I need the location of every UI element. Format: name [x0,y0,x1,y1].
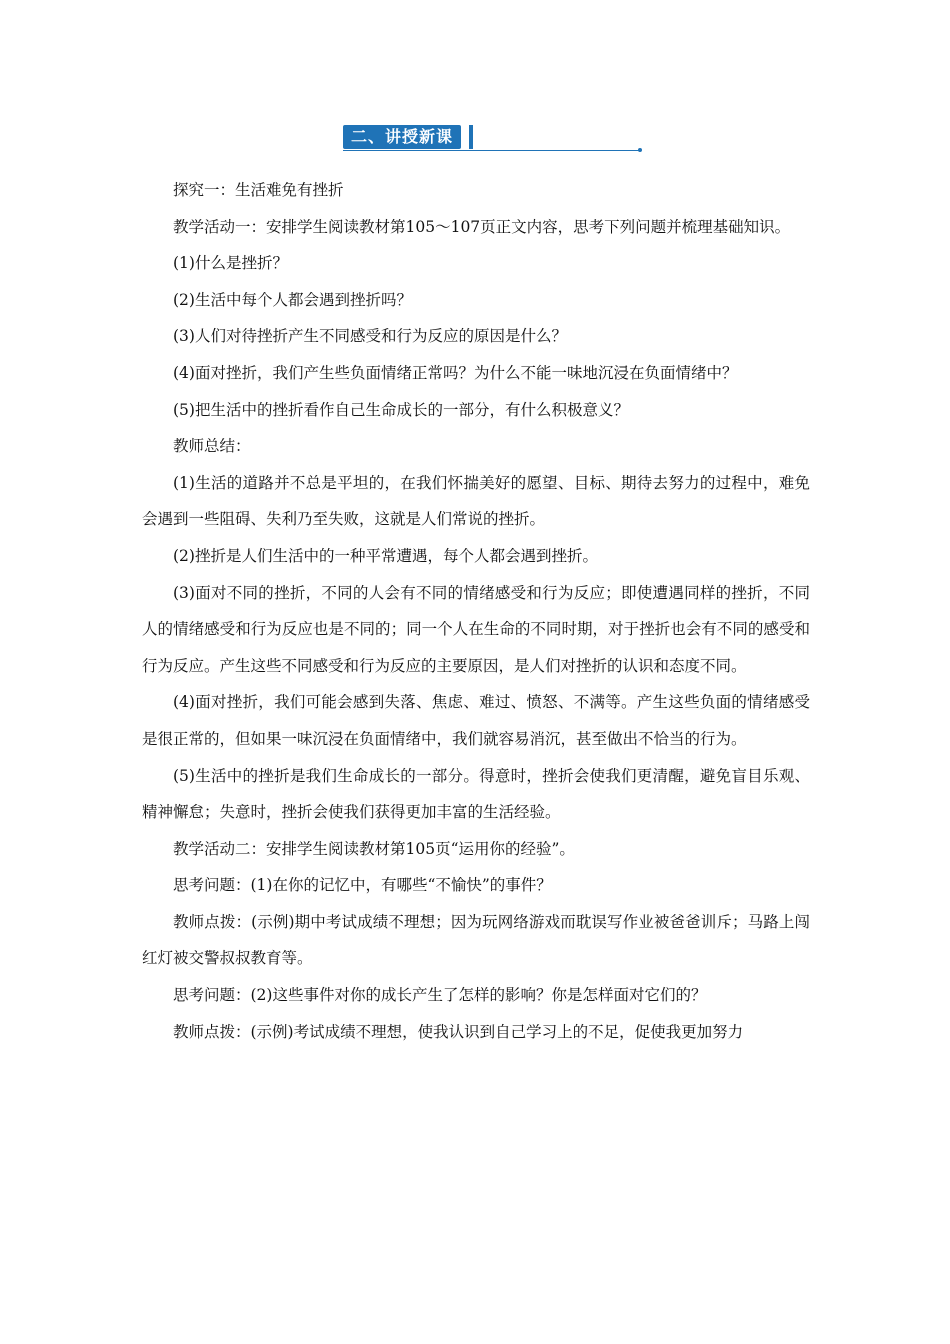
summary-item: (4)面对挫折，我们可能会感到失落、焦虑、难过、愤怒、不满等。产生这些负面的情绪感受是很正常的，但如果一味沉浸在负面情绪中，我们就容易消沉，甚至做出不恰当的行为。 [142,693,810,748]
paragraph: 教师点拨：(示例)期中考试成绩不理想；因为玩网络游戏而耽误写作业被爸爸训斥；马路上闯红灯被交警叔叔教育等。 [142,912,810,968]
section-header [343,125,643,153]
paragraph: 教学活动二：安排学生阅读教材第105页“运用你的经验”。 [173,839,575,858]
section-underline [343,150,640,151]
paragraph: 教学活动一：安排学生阅读教材第105～107页正文内容，思考下列问题并梳理基础知识。 [173,217,791,236]
subsection-heading: 探究一：生活难免有挫折 [173,181,344,199]
question-item: (1)什么是挫折？ [173,254,288,273]
question-item: (2)生活中每个人都会遇到挫折吗？ [173,290,412,309]
summary-item: (2)挫折是人们生活中的一种平常遭遇，每个人都会遇到挫折。 [173,546,598,565]
question-item: (3)人们对待挫折产生不同感受和行为反应的原因是什么？ [173,327,567,346]
summary-item: (1)生活的道路并不总是平坦的，在我们怀揣美好的愿望、目标、期待去努力的过程中，难免会遇到一些阻碍、失利乃至失败，这就是人们常说的挫折。 [142,473,810,529]
question-item: (4)面对挫折，我们产生些负面情绪正常吗？为什么不能一味地沉浸在负面情绪中？ [173,363,738,382]
summary-item: (5)生活中的挫折是我们生命成长的一部分。得意时，挫折会使我们更清醒，避免盲目乐观、精神懈怠；失意时，挫折会使我们获得更加丰富的生活经验。 [142,766,810,822]
paragraph: 思考问题：(1)在你的记忆中，有哪些“不愉快”的事件？ [173,876,552,895]
paragraph: 教师点拨：(示例)考试成绩不理想，使我认识到自己学习上的不足，促使我更加努力 [173,1022,744,1041]
question-item: (5)把生活中的挫折看作自己生命成长的一部分，有什么积极意义？ [173,400,629,419]
summary-item: (3)面对不同的挫折，不同的人会有不同的情绪感受和行为反应；即使遭遇同样的挫折，不同人的情绪感受和行为反应也是不同的；同一个人在生命的不同时期，对于挫折也会有不同的感受和行为反应。产生这些不同感受和行为反应的主要原因，是人们对挫折的认识和态度不同。 [142,583,810,675]
paragraph-label: 教师总结： [173,437,251,456]
section-underline-dot [638,148,642,152]
body-text [142,172,810,1050]
section-title-accent-bar [469,125,473,149]
paragraph: 思考问题：(2)这些事件对你的成长产生了怎样的影响？你是怎样面对它们的？ [173,986,707,1005]
section-title: 二、讲授新课 [343,125,461,149]
